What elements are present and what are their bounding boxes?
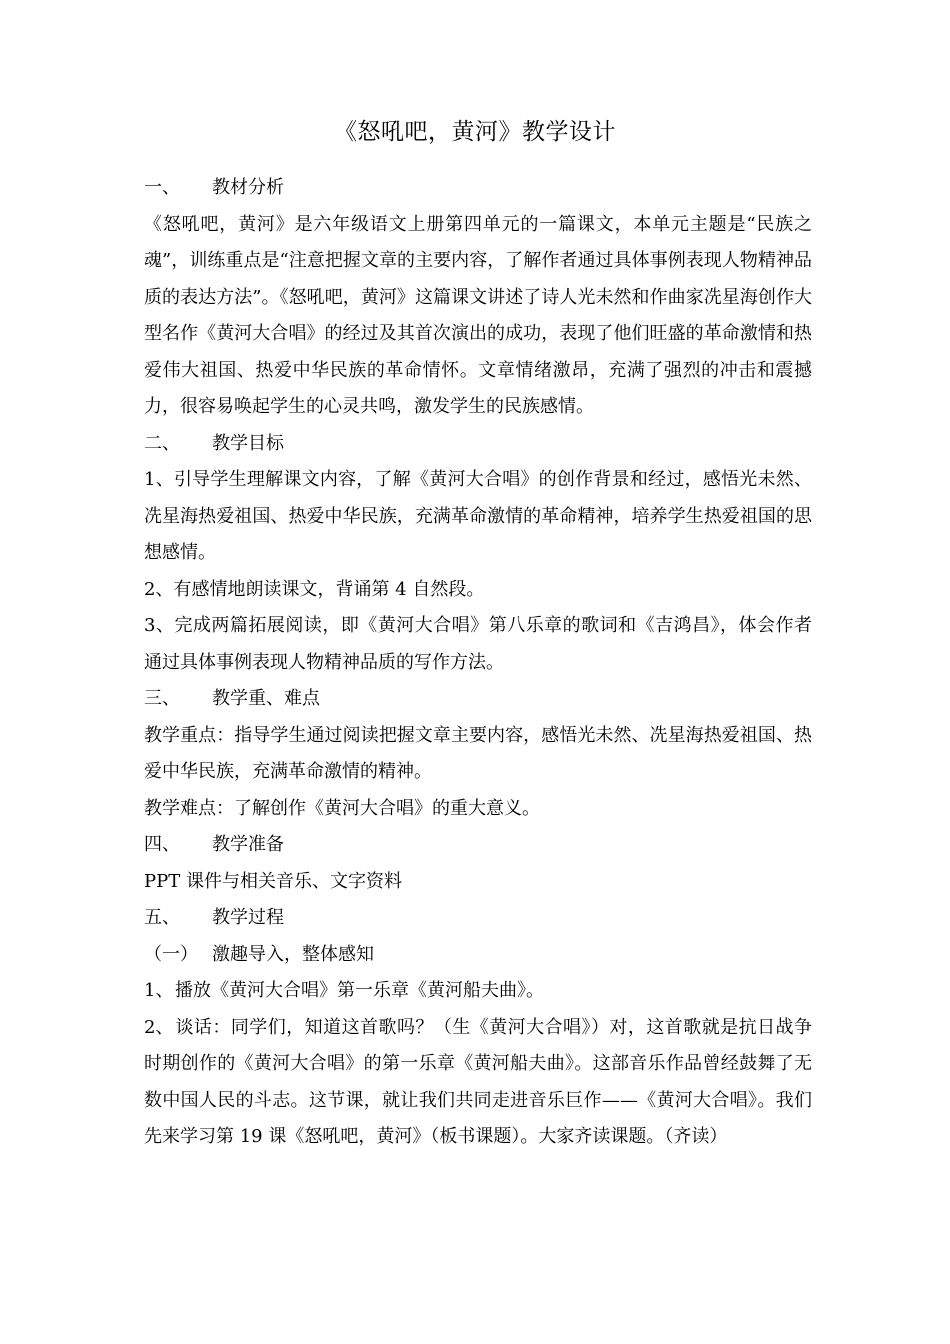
item-text: 有感情地朗读课文，背诵第 4 自然段。 — [173, 578, 485, 600]
subsection-heading — [144, 937, 812, 974]
list-item — [144, 1010, 812, 1156]
section-title: 教材分析 — [212, 177, 284, 198]
section-title: 教学过程 — [212, 907, 284, 928]
section-number: 二、 — [144, 432, 180, 454]
item-number: 3、 — [144, 615, 175, 636]
item-number: 2、 — [144, 1016, 174, 1038]
item-text: 谈话：同学们，知道这首歌吗？（生《黄河大合唱》）对，这首歌就是抗日战争时期创作的《黄河大合唱》的第一乐章《黄河船夫曲》。这部音乐作品曾经鼓舞了无数中国人民的斗志。这节课，就让我们共同走进音乐巨作——《黄河大合唱》。我们先来学习第 19 课《怒吼吧，黄河》（板书课题）。大家齐读课题。（齐读） — [144, 1016, 812, 1147]
section-number: 一、 — [144, 177, 180, 198]
section-number: 三、 — [144, 688, 180, 709]
item-text: 完成两篇拓展阅读，即《黄河大合唱》第八乐章的歌词和《吉鸿昌》，体会作者通过具体事例表现人物精神品质的写作方法。 — [144, 615, 813, 673]
paragraph: PPT 课件与相关音乐、文字资料 — [144, 870, 402, 892]
subsection-title: 激趣导入，整体感知 — [212, 943, 374, 965]
section-heading-4 — [144, 827, 812, 864]
section-heading-2 — [144, 426, 812, 463]
paragraph: 教学难点：了解创作《黄河大合唱》的重大意义。 — [144, 797, 540, 819]
document-body — [144, 170, 812, 1156]
item-text: 引导学生理解课文内容，了解《黄河大合唱》的创作背景和经过，感悟光未然、冼星海热爱祖国、热爱中华民族，充满革命激情的革命精神，培养学生热爱祖国的思想感情。 — [144, 469, 813, 563]
list-item — [144, 572, 812, 609]
section-heading-1 — [144, 170, 812, 207]
document-title: 《怒吼吧，黄河》教学设计 — [334, 119, 616, 145]
section-title: 教学重、难点 — [212, 688, 320, 709]
section-number: 四、 — [144, 834, 180, 855]
item-text: 播放《黄河大合唱》第一乐章《黄河船夫曲》。 — [175, 980, 544, 1001]
list-item — [144, 462, 812, 572]
paragraph: 《怒吼吧，黄河》是六年级语文上册第四单元的一篇课文，本单元主题是“民族之魂”，训练重点是“注意把握文章的主要内容，了解作者通过具体事例表现人物精神品质的表达方法”。《怒吼吧，黄河》这篇课文讲述了诗人光未然和作曲家冼星海创作大型名作《黄河大合唱》的经过及其首次演出的成功，表现了他们旺盛的革命激情和热爱伟大祖国、热爱中华民族的革命情怀。文章情绪激昂，充满了强烈的冲击和震撼力，很容易唤起学生的心灵共鸣，激发学生的民族感情。 — [144, 213, 812, 417]
section-title: 教学目标 — [212, 432, 284, 454]
list-item — [144, 973, 812, 1010]
section-title: 教学准备 — [212, 834, 284, 855]
section-heading-3 — [144, 681, 812, 718]
paragraph: 教学重点：指导学生通过阅读把握文章主要内容，感悟光未然、冼星海热爱祖国、热爱中华民族，充满革命激情的精神。 — [144, 724, 812, 782]
list-item — [144, 608, 812, 681]
item-number: 1、 — [144, 469, 174, 490]
item-number: 2、 — [144, 578, 174, 600]
section-number: 五、 — [144, 907, 180, 928]
item-number: 1、 — [144, 980, 174, 1001]
section-heading-5 — [144, 900, 812, 937]
subsection-number: （一） — [144, 943, 198, 965]
